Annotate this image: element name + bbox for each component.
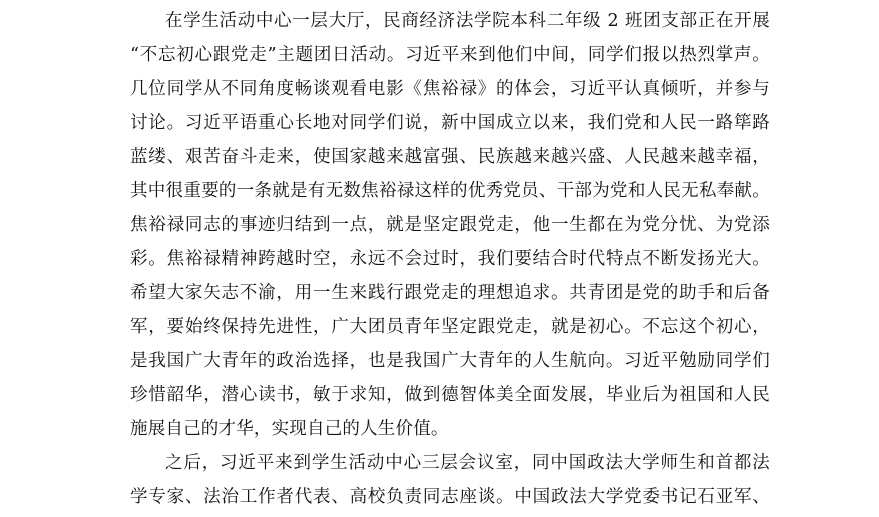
text-line: 施展自己的才华，实现自己的人生价值。	[130, 419, 449, 439]
paragraph-2	[130, 446, 770, 514]
text-line: 希望大家矢志不渝，用一生来践行跟党走的理想追求。共青团是党的助手和后备	[130, 283, 770, 303]
text-line: 珍惜韶华，潜心读书，敏于求知，做到德智体美全面发展，毕业后为祖国和人民	[130, 385, 770, 405]
text-line: 彩。焦裕禄精神跨越时空，永远不会过时，我们要结合时代特点不断发扬光大。	[130, 249, 770, 269]
text-line: 蓝缕、艰苦奋斗走来，使国家越来越富强、民族越来越兴盛、人民越来越幸福，	[130, 147, 770, 167]
text-line: 讨论。习近平语重心长地对同学们说，新中国成立以来，我们党和人民一路筚路	[130, 113, 770, 133]
text-line: 军，要始终保持先进性，广大团员青年坚定跟党走，就是初心。不忘这个初心，	[130, 317, 770, 337]
text-line: 几位同学从不同角度畅谈观看电影《焦裕禄》的体会，习近平认真倾听，并参与	[130, 79, 770, 99]
text-line: “不忘初心跟党走”主题团日活动。习近平来到他们中间，同学们报以热烈掌声。	[130, 45, 770, 65]
document-body	[130, 4, 770, 514]
text-line: 之后，习近平来到学生活动中心三层会议室，同中国政法大学师生和首都法	[165, 453, 770, 473]
text-line: 其中很重要的一条就是有无数焦裕禄这样的优秀党员、干部为党和人民无私奉献。	[130, 181, 770, 201]
text-line: 在学生活动中心一层大厅，民商经济法学院本科二年级 2 班团支部正在开展	[165, 11, 770, 31]
text-line: 是我国广大青年的政治选择，也是我国广大青年的人生航向。习近平勉励同学们	[130, 351, 770, 371]
text-line: 学专家、法治工作者代表、高校负责同志座谈。中国政法大学党委书记石亚军、	[130, 487, 770, 507]
paragraph-1	[130, 4, 770, 446]
text-line: 焦裕禄同志的事迹归结到一点，就是坚定跟党走，他一生都在为党分忧、为党添	[130, 215, 770, 235]
